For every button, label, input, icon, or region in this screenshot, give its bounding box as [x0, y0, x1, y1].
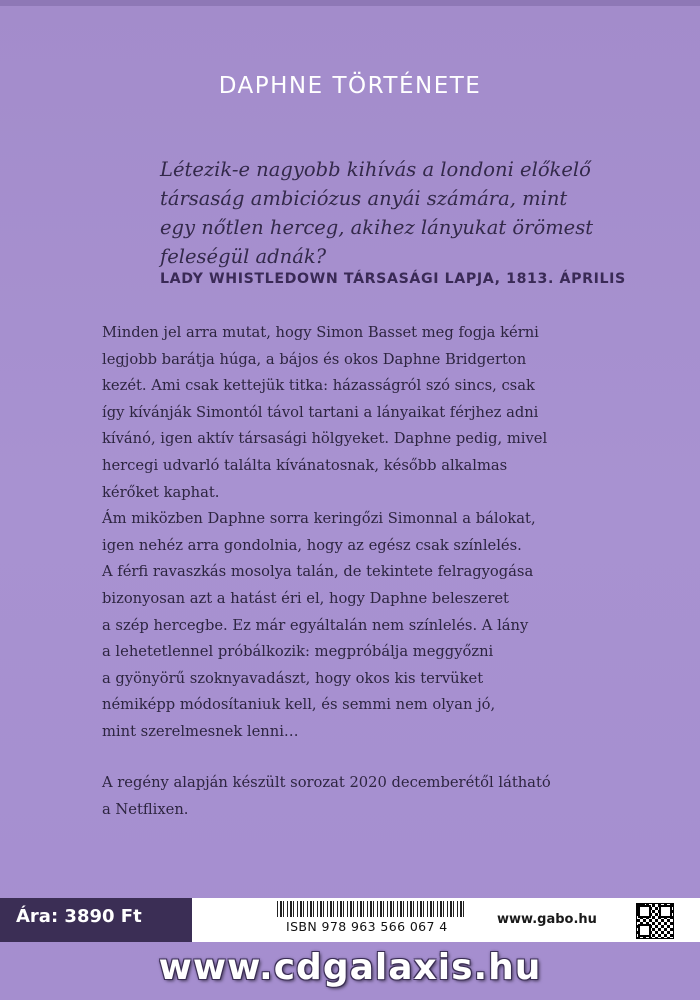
qr-finder-icon [659, 905, 672, 918]
isbn-label: ISBN 978 963 566 067 4 [286, 919, 448, 934]
qr-finder-icon [638, 905, 651, 918]
qr-code-icon [636, 903, 674, 939]
blurb-line: Ám miközben Daphne sorra keringőzi Simonnal a bálokat, [102, 510, 536, 528]
blurb-line: bizonyosan azt a hatást éri el, hogy Daphne beleszeret [102, 589, 509, 607]
epigraph-quote [160, 155, 594, 271]
blurb-text [102, 320, 622, 746]
price-label: Ára: 3890 Ft [16, 906, 142, 927]
blurb-line: kezét. Ami csak kettejük titka: házasságról szó sincs, csak [102, 377, 535, 395]
quote-line: társaság ambiciózus anyái számára, mint [160, 187, 568, 210]
blurb-line: kérőket kaphat. [102, 483, 220, 501]
quote-attribution: LADY WHISTLEDOWN TÁRSASÁGI LAPJA, 1813. ÁPRILIS [160, 271, 626, 287]
blurb-line: legjobb barátja húga, a bájos és okos Daphne Bridgerton [102, 350, 527, 368]
qr-finder-icon [638, 924, 651, 937]
note-line: A regény alapján készült sorozat 2020 decemberétől látható [102, 774, 551, 791]
blurb-line: Minden jel arra mutat, hogy Simon Basset meg fogja kérni [102, 324, 539, 341]
watermark: www.cdgalaxis.hu [158, 947, 542, 988]
quote-line: egy nőtlen herceg, akihez lányukat örömest [160, 216, 594, 239]
netflix-note [102, 770, 622, 823]
page-title: DAPHNE TÖRTÉNETE [218, 73, 482, 99]
quote-line: feleségül adnák? [160, 245, 327, 268]
barcode-icon [277, 901, 467, 917]
blurb-line: hercegi udvarló találta kívánatosnak, később alkalmas [102, 456, 508, 474]
blurb-line: A férfi ravaszkás mosolya talán, de tekintete felragyogása [102, 563, 534, 581]
publisher-url[interactable]: www.gabo.hu [497, 912, 597, 927]
top-edge [0, 0, 700, 6]
blurb-line: kívánó, igen aktív társasági hölgyeket. Daphne pedig, mivel [102, 430, 548, 448]
blurb-line: igen nehéz arra gondolnia, hogy az egész csak színlelés. [102, 536, 522, 554]
note-line: a Netflixen. [102, 800, 189, 818]
blurb-line: így kívánják Simontól távol tartani a lányaikat férjhez adni [102, 403, 539, 421]
blurb-line: mint szerelmesnek lenni… [102, 722, 299, 740]
blurb-line: a lehetetlennel próbálkozik: megpróbálja meggyőzni [102, 643, 494, 661]
blurb-line: némiképp módosítaniuk kell, és semmi nem olyan jó, [102, 696, 496, 714]
quote-line: Létezik-e nagyobb kihívás a londoni előkelő [160, 158, 591, 181]
blurb-line: a gyönyörű szoknyavadászt, hogy okos kis tervüket [102, 669, 484, 687]
blurb-line: a szép hercegbe. Ez már egyáltalán nem színlelés. A lány [102, 616, 529, 634]
